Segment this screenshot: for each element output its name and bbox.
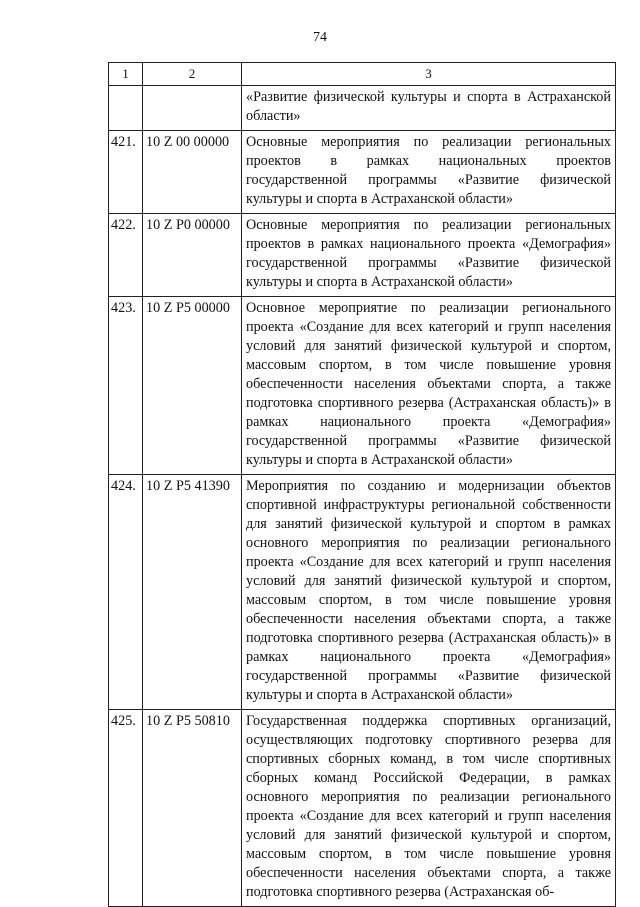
row-description: Основные мероприятия по реализации региональных проектов в рамках национального проекта «Демография» государственной программы «Развитие физической культуры и спорта в Астраханской области»	[242, 214, 616, 297]
table-row	[109, 297, 616, 475]
header-col-1: 1	[109, 63, 143, 86]
row-number: 421.	[109, 131, 143, 214]
budget-classification-table	[108, 62, 616, 907]
row-description: Основные мероприятия по реализации региональных проектов в рамках национальных проектов государственной программы «Развитие физической культуры и спорта в Астраханской области»	[242, 131, 616, 214]
row-code: 10 Z P5 50810	[143, 710, 242, 907]
row-number: 423.	[109, 297, 143, 475]
page-number: 74	[313, 30, 327, 45]
table-row	[109, 131, 616, 214]
header-col-3: 3	[242, 63, 616, 86]
table-row	[109, 710, 616, 907]
row-code: 10 Z P0 00000	[143, 214, 242, 297]
table-row	[109, 86, 616, 131]
table-row	[109, 214, 616, 297]
header-col-2: 2	[143, 63, 242, 86]
row-number	[109, 86, 143, 131]
row-description: Государственная поддержка спортивных организаций, осуществляющих подготовку спортивного резерва для спортивных сборных команд, в том числе спортивных сборных команд Российской Федерации, в рамках основного мероприятия по реализации регионального проекта «Создание для всех категорий и групп населения условий для занятий физической культурой и спортом, массовым спортом, в том числе повышение уровня обеспеченности населения объектами спорта, а также подготовка спортивного резерва (Астраханская об-	[242, 710, 616, 907]
row-number: 424.	[109, 475, 143, 710]
table-header-row	[109, 63, 616, 86]
row-number: 422.	[109, 214, 143, 297]
row-description: Основное мероприятие по реализации регионального проекта «Создание для всех категорий и групп населения условий для занятий физической культурой и спортом, массовым спортом, в том числе повышение уровня обеспеченности населения объектами спорта, а также подготовка спортивного резерва (Астраханская область)» в рамках национального проекта «Демография» государственной программы «Развитие физической культуры и спорта в Астраханской области»	[242, 297, 616, 475]
row-code: 10 Z 00 00000	[143, 131, 242, 214]
row-description: Мероприятия по созданию и модернизации объектов спортивной инфраструктуры региональной собственности для занятий физической культурой и спортом в рамках основного мероприятия по реализации регионального проекта «Создание для всех категорий и групп населения условий для занятий физической культурой и спортом, массовым спортом, в том числе повышение уровня обеспеченности населения объектами спорта, а также подготовка спортивного резерва (Астраханская область)» в рамках национального проекта «Демография» государственной программы «Развитие физической культуры и спорта в Астраханской области»	[242, 475, 616, 710]
row-description: «Развитие физической культуры и спорта в Астраханской области»	[242, 86, 616, 131]
table-row	[109, 475, 616, 710]
row-code	[143, 86, 242, 131]
row-code: 10 Z P5 41390	[143, 475, 242, 710]
row-code: 10 Z P5 00000	[143, 297, 242, 475]
row-number: 425.	[109, 710, 143, 907]
